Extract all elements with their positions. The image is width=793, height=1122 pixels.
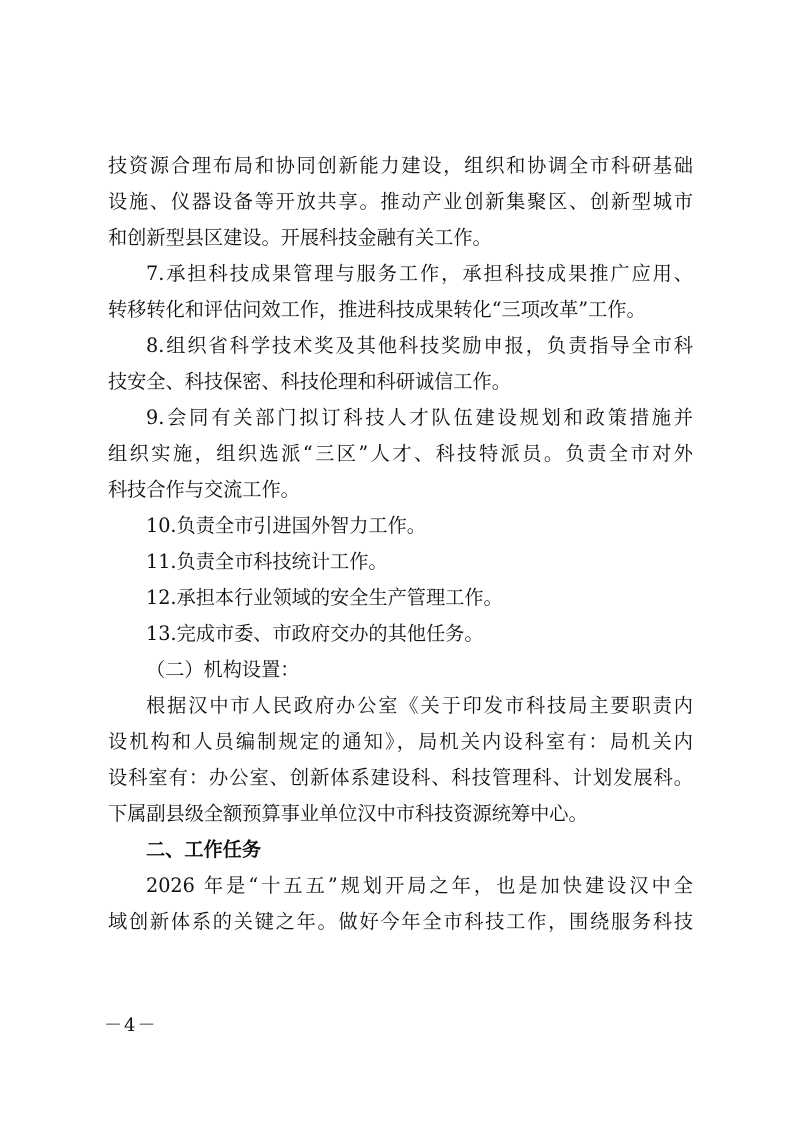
text-line: 转移转化和评估问效工作，推进科技成果转化“三项改革”工作。 [108, 298, 646, 321]
text-line: 下属副县级全额预算事业单位汉中市科技资源统筹中心。 [108, 802, 588, 825]
text-line: 设机构和人员编制规定的通知》，局机关内设科室有：局机关内 [108, 730, 693, 753]
text-line: 9.会同有关部门拟订科技人才队伍建设规划和政策措施并 [146, 406, 693, 429]
text-line: 设施、仪器设备等开放共享。推动产业创新集聚区、创新型城市 [108, 190, 693, 213]
text-line: 2026 年是“十五五”规划开局之年，也是加快建设汉中全 [146, 874, 693, 897]
text-line: 技安全、科技保密、科技伦理和科研诚信工作。 [108, 370, 511, 393]
text-line: 域创新体系的关键之年。做好今年全市科技工作，围绕服务科技 [108, 910, 693, 933]
text-line: 技资源合理布局和协同创新能力建设，组织和协调全市科研基础 [108, 154, 693, 177]
text-line: 12.承担本行业领域的安全生产管理工作。 [146, 586, 503, 609]
document-body [108, 148, 693, 940]
text-line: 8.组织省科学技术奖及其他科技奖励申报，负责指导全市科 [146, 334, 693, 357]
text-line: 10.负责全市引进国外智力工作。 [146, 514, 426, 537]
text-line: 7.承担科技成果管理与服务工作，承担科技成果推广应用、 [146, 262, 693, 285]
text-line: 11.负责全市科技统计工作。 [146, 550, 388, 573]
text-line: 13.完成市委、市政府交办的其他任务。 [146, 622, 484, 645]
section-heading: 二、工作任务 [146, 838, 262, 861]
text-line: 和创新型县区建设。开展科技金融有关工作。 [108, 226, 492, 249]
text-line: 科技合作与交流工作。 [108, 478, 300, 501]
subsection-heading: （二）机构设置： [146, 658, 300, 681]
text-line: 根据汉中市人民政府办公室《关于印发市科技局主要职责内 [146, 694, 693, 717]
text-line: 设科室有：办公室、创新体系建设科、科技管理科、计划发展科。 [108, 766, 693, 789]
text-line: 组织实施，组织选派“三区”人才、科技特派员。负责全市对外 [108, 442, 693, 465]
page-number: －4－ [104, 1015, 158, 1036]
